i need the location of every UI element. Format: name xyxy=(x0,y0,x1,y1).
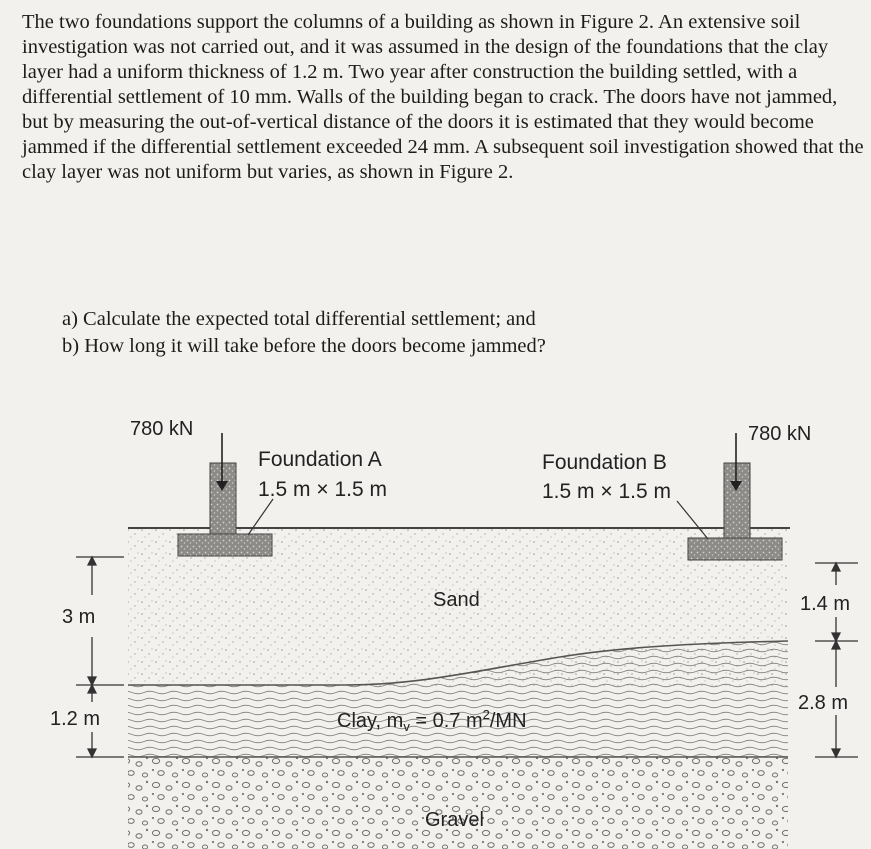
question-b: b) How long it will take before the doors become jammed? xyxy=(62,335,546,357)
dim-left-sand: 3 m xyxy=(62,606,96,628)
dim-right-sand: 1.4 m xyxy=(800,593,851,615)
question-list xyxy=(62,306,546,360)
gravel-layer xyxy=(128,757,788,849)
dim-right-clay: 2.8 m xyxy=(798,692,849,714)
problem-statement xyxy=(22,10,867,185)
question-a: a) Calculate the expected total differential settlement; and xyxy=(62,308,536,330)
problem-paragraph: The two foundations support the columns of a building as shown in Figure 2. An extensive soil investigation was not carried out, and it was assumed in the design of the foundations that the clay layer had a uniform thickness of 1.2 m. Two year after construction the building settled, with a differential settlement of 10 mm. Walls of the building began to crack. The doors have not jammed, but by measuring the out-of-vertical distance of the doors it is estimated that they would become jammed if the differential settlement exceeded 24 mm. A subsequent soil investigation showed that the clay layer was not uniform but varies, as shown in Figure 2. xyxy=(22,11,864,183)
dim-left-clay: 1.2 m xyxy=(50,708,101,730)
gravel-label: Gravel xyxy=(425,809,484,831)
foundation-a-size: 1.5 m × 1.5 m xyxy=(258,478,387,501)
load-right-label: 780 kN xyxy=(748,423,812,445)
foundation-b-size: 1.5 m × 1.5 m xyxy=(542,480,671,503)
load-left-label: 780 kN xyxy=(130,418,194,440)
foundation-b xyxy=(688,433,782,560)
clay-label: Clay, $m_v = 0.7$ $m^2/MN$ xyxy=(337,707,527,734)
foundation-b-title: Foundation B xyxy=(542,451,667,474)
sand-label: Sand xyxy=(433,589,480,611)
foundation-a-title: Foundation A xyxy=(258,448,382,471)
figure-2 xyxy=(0,395,871,849)
